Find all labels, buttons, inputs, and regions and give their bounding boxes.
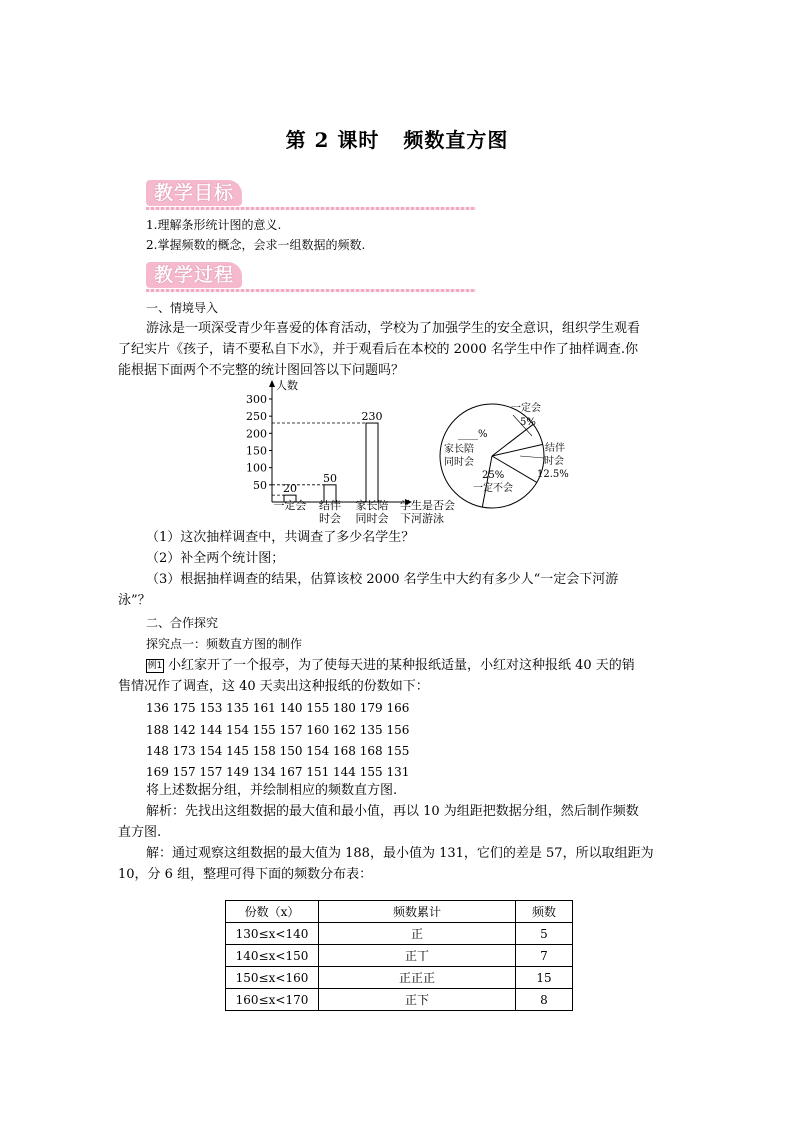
goal-1: 1.理解条形统计图的意义.	[146, 218, 282, 232]
bar-value-label: 230	[361, 410, 383, 424]
intro-line-3: 能根据下面两个不完整的统计图回答以下问题吗？	[118, 363, 405, 378]
survey-charts	[230, 378, 590, 528]
header-share: 份数（x）	[226, 901, 319, 923]
teaching-process-label: 教学过程	[146, 262, 242, 288]
frequency-cell: 7	[516, 945, 573, 967]
data-row: 148 173 154 145 158 150 154 168 168 155	[146, 744, 410, 758]
y-tick-label: 150	[246, 444, 267, 458]
tally-cell: 正正正	[319, 967, 516, 989]
banner-underline	[146, 207, 476, 210]
teaching-process-banner	[146, 262, 476, 292]
y-axis-arrow	[269, 380, 275, 387]
y-tick-label: 300	[246, 393, 267, 406]
x-axis-label-line1: 学生是否会	[400, 499, 455, 512]
pie-divider	[482, 456, 492, 507]
bar	[366, 423, 378, 502]
category-label: 家长陪	[355, 499, 389, 512]
x-axis-label-line2: 下河游泳	[400, 512, 444, 525]
tally-cell: 正	[319, 923, 516, 945]
range-cell: 150≤x<160	[226, 967, 319, 989]
table-row	[226, 967, 573, 989]
category-label: 同时会	[355, 512, 389, 525]
bar-value-label: 50	[323, 471, 337, 485]
question-1: （1）这次抽样调查中，共调查了多少名学生？	[146, 530, 415, 545]
frequency-cell: 8	[516, 989, 573, 1011]
intro-line-2: 了纪实片《孩子，请不要私自下水》，并于观看后在本校的 2000 名学生中作了抽样调查.你	[118, 342, 638, 357]
tally-cell: 正下	[319, 989, 516, 1011]
teaching-goals-label: 教学目标	[146, 180, 242, 206]
pie-chart	[440, 401, 569, 508]
leader-line	[520, 456, 544, 458]
pie-percent-parent: ____%	[458, 429, 488, 440]
table-row	[226, 989, 573, 1011]
section1-heading: 一、情境导入	[146, 301, 219, 315]
data-row: 136 175 153 135 161 140 155 180 179 166	[146, 701, 410, 715]
table-header-row	[226, 901, 573, 923]
frequency-cell: 5	[516, 923, 573, 945]
category-label: 一定会	[273, 499, 307, 512]
pie-percent-never: 25%	[482, 470, 505, 481]
intro-line-1: 游泳是一项深受青少年喜爱的体育活动，学校为了加强学生的安全意识，组织学生观看	[146, 321, 641, 336]
lesson-number: 第 2 课时	[285, 128, 380, 152]
section2-heading: 二、合作探究	[146, 616, 219, 630]
table-row	[226, 923, 573, 945]
bar-value-label: 20	[283, 482, 297, 496]
task-line: 将上述数据分组，并绘制相应的频数直方图.	[146, 783, 398, 798]
example-text-1: 小红家开了一个报亭，为了使每天进的某种报纸适量，小红对这种报纸 40 天的销	[168, 658, 635, 673]
analysis-line-2: 直方图.	[118, 825, 162, 840]
solution-line-2: 10，分 6 组，整理可得下面的频数分布表：	[118, 867, 373, 882]
table-row	[226, 945, 573, 967]
example-line-2: 售情况作了调查，这 40 天卖出这种报纸的份数如下：	[118, 679, 429, 694]
frequency-cell: 15	[516, 967, 573, 989]
y-axis-label: 人数	[276, 379, 298, 392]
tally-cell: 正丅	[319, 945, 516, 967]
banner-underline	[146, 289, 476, 292]
pie-label-parent-1: 家长陪	[444, 444, 474, 455]
range-cell: 130≤x<140	[226, 923, 319, 945]
goal-2: 2.掌握频数的概念，会求一组数据的频数.	[146, 238, 366, 252]
y-tick-label: 100	[246, 461, 267, 475]
question-2: （2）补全两个统计图；	[146, 551, 285, 566]
example-tag: 例1	[147, 661, 163, 671]
question-3-cont: 泳”？	[118, 593, 151, 608]
pie-percent-definitely: 5%	[520, 417, 536, 428]
pie-percent-companion: 12.5%	[537, 469, 569, 480]
data-row: 169 157 157 149 134 167 151 144 155 131	[146, 765, 410, 779]
range-cell: 160≤x<170	[226, 989, 319, 1011]
bar-chart	[246, 378, 455, 525]
data-row: 188 142 144 154 155 157 160 162 135 156	[146, 723, 410, 737]
page-title	[0, 124, 794, 153]
pie-label-parent-2: 同时会	[444, 457, 474, 468]
pie-label-companion-1: 结伴	[545, 443, 565, 454]
lesson-topic: 频数直方图	[403, 128, 509, 152]
analysis-line-1: 解析：先找出这组数据的最大值和最小值，再以 10 为组距把数据分组，然后制作频数	[146, 804, 639, 819]
question-3: （3）根据抽样调查的结果，估算该校 2000 名学生中大约有多少人“一定会下河游	[146, 572, 619, 587]
solution-line-1: 解：通过观察这组数据的最大值为 188，最小值为 131，它们的差是 57，所以取组距为	[146, 846, 654, 861]
pie-label-companion-2: 时会	[544, 456, 564, 467]
header-tally: 频数累计	[319, 901, 516, 923]
teaching-goals-banner	[146, 180, 476, 210]
frequency-table	[225, 900, 573, 1011]
category-label: 时会	[319, 512, 341, 525]
example-line-1	[146, 656, 635, 676]
y-tick-label: 200	[246, 427, 267, 441]
y-tick-label: 50	[253, 478, 267, 492]
pie-label-definitely: 一定会	[511, 403, 541, 414]
y-tick-label: 250	[246, 410, 267, 424]
exploration-point: 探究点一：频数直方图的制作	[146, 637, 303, 651]
pie-label-never: 一定不会	[473, 483, 513, 494]
header-frequency: 频数	[516, 901, 573, 923]
range-cell: 140≤x<150	[226, 945, 319, 967]
category-label: 结伴	[319, 499, 341, 512]
